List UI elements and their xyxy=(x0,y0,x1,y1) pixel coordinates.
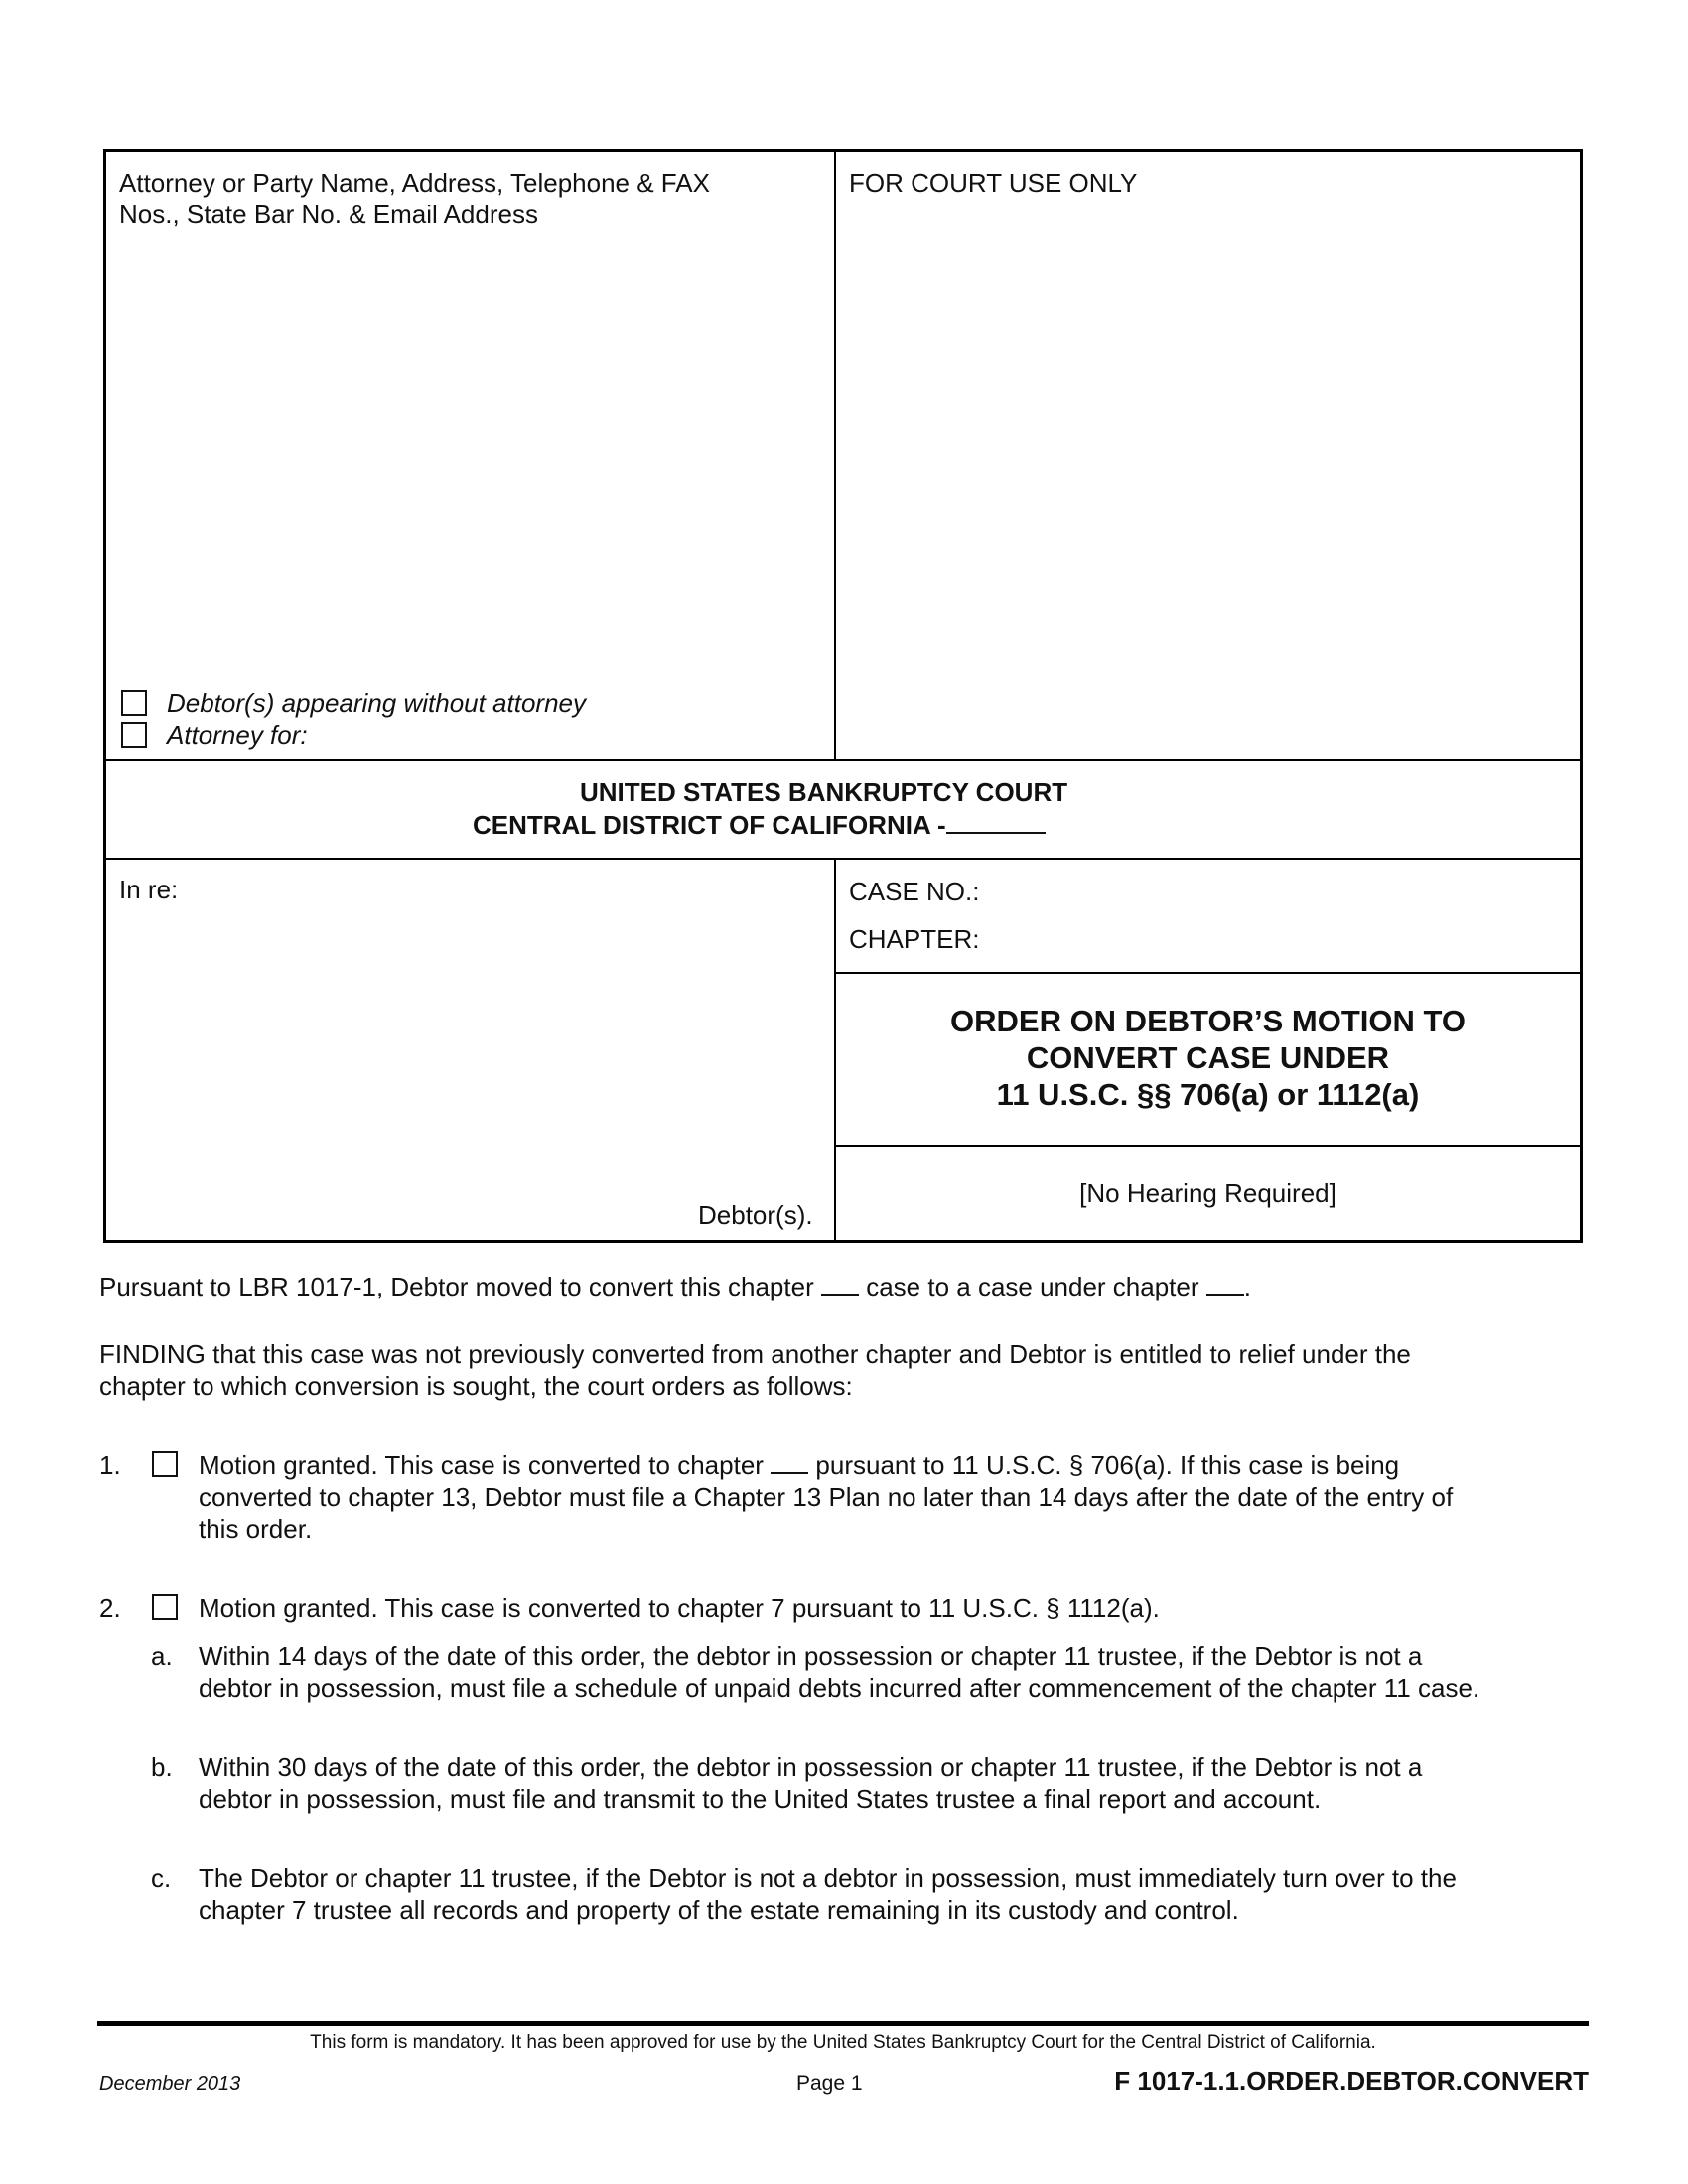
attorney-for-label: Attorney for: xyxy=(167,720,308,750)
pursuant-text-part3: . xyxy=(1243,1272,1251,1301)
item1-text-part1: Motion granted. This case is converted to chapter xyxy=(199,1450,764,1480)
item1-text-part2: pursuant to 11 U.S.C. § 706(a). If this case is being xyxy=(815,1450,1400,1480)
case-no-bottom-border xyxy=(834,972,1583,974)
pursuant-text-part2: case to a case under chapter xyxy=(866,1272,1199,1301)
court-section-top-border xyxy=(103,759,1583,761)
in-re-label: In re: xyxy=(119,875,179,904)
sub-c-line2: chapter 7 trustee all records and property of the estate remaining in its custody and control. xyxy=(199,1895,1239,1925)
attorney-label-line1: Attorney or Party Name, Address, Telephone & FAX xyxy=(119,168,710,198)
division-blank[interactable] xyxy=(946,808,1046,834)
finding-line2: chapter to which conversion is sought, the court orders as follows: xyxy=(99,1371,853,1401)
upper-divider xyxy=(834,149,836,761)
order-title-line1: ORDER ON DEBTOR’S MOTION TO xyxy=(950,1004,1466,1038)
chapter-label: CHAPTER: xyxy=(849,924,980,954)
box-right-border xyxy=(1580,149,1583,1243)
item1-chapter-blank[interactable] xyxy=(771,1450,808,1474)
item1-number: 1. xyxy=(99,1450,121,1480)
court-name-line2 xyxy=(473,808,1046,841)
pursuant-paragraph xyxy=(99,1271,1251,1302)
item1-checkbox[interactable] xyxy=(152,1451,178,1477)
order-title-line2: CONVERT CASE UNDER xyxy=(1026,1040,1390,1075)
court-district-label: CENTRAL DISTRICT OF CALIFORNIA - xyxy=(473,810,946,840)
court-name-line1: UNITED STATES BANKRUPTCY COURT xyxy=(580,777,1068,807)
to-chapter-blank[interactable] xyxy=(1206,1272,1244,1296)
case-no-label: CASE NO.: xyxy=(849,877,980,906)
footer-mandatory-note: This form is mandatory. It has been approved for use by the United States Bankruptcy Court for the Central District of California. xyxy=(310,2032,1376,2053)
footer-date: December 2013 xyxy=(99,2073,241,2095)
sub-b-line1: Within 30 days of the date of this order, the debtor in possession or chapter 11 trustee, if the Debtor is not a xyxy=(199,1752,1423,1782)
court-use-only-label: FOR COURT USE ONLY xyxy=(849,168,1138,198)
debtor-without-attorney-checkbox[interactable] xyxy=(121,690,147,716)
title-bottom-border xyxy=(834,1145,1583,1147)
order-title-line3: 11 U.S.C. §§ 706(a) or 1112(a) xyxy=(996,1077,1420,1112)
pursuant-text-part1: Pursuant to LBR 1017-1, Debtor moved to convert this chapter xyxy=(99,1272,814,1301)
footer-form-id: F 1017-1.1.ORDER.DEBTOR.CONVERT xyxy=(1114,2066,1589,2096)
attorney-label-line2: Nos., State Bar No. & Email Address xyxy=(119,200,538,229)
footer-page-number: Page 1 xyxy=(796,2072,863,2095)
attorney-for-checkbox[interactable] xyxy=(121,722,147,748)
court-section-bottom-border xyxy=(103,858,1583,860)
item1-line2: converted to chapter 13, Debtor must file a Chapter 13 Plan no later than 14 days after the date of the entry of xyxy=(199,1482,1454,1512)
from-chapter-blank[interactable] xyxy=(821,1272,859,1296)
finding-line1: FINDING that this case was not previously converted from another chapter and Debtor is entitled to relief under the xyxy=(99,1339,1411,1369)
item2-number: 2. xyxy=(99,1593,121,1623)
box-top-border xyxy=(103,149,1583,152)
sub-c-letter: c. xyxy=(151,1863,172,1893)
item2-checkbox[interactable] xyxy=(152,1594,178,1620)
sub-a-line1: Within 14 days of the date of this order, the debtor in possession or chapter 11 trustee, if the Debtor is not a xyxy=(199,1641,1423,1671)
debtors-label: Debtor(s). xyxy=(698,1200,813,1230)
debtor-without-attorney-label: Debtor(s) appearing without attorney xyxy=(167,688,587,718)
item2-line1: Motion granted. This case is converted to chapter 7 pursuant to 11 U.S.C. § 1112(a). xyxy=(199,1593,1160,1623)
item1-line3: this order. xyxy=(199,1514,313,1544)
sub-c-line1: The Debtor or chapter 11 trustee, if the Debtor is not a debtor in possession, must immediately turn over to the xyxy=(199,1863,1457,1893)
sub-a-letter: a. xyxy=(151,1641,173,1671)
box-left-border xyxy=(103,149,106,1243)
sub-b-line2: debtor in possession, must file and transmit to the United States trustee a final report and account. xyxy=(199,1784,1322,1814)
sub-a-line2: debtor in possession, must file a schedule of unpaid debts incurred after commencement of the chapter 11 case. xyxy=(199,1673,1480,1703)
order-title xyxy=(836,1003,1580,1113)
footer-rule xyxy=(97,2021,1589,2026)
item1-line1 xyxy=(199,1449,1399,1481)
sub-b-letter: b. xyxy=(151,1752,173,1782)
box-bottom-border xyxy=(103,1240,1583,1243)
no-hearing-required: [No Hearing Required] xyxy=(1079,1178,1336,1208)
